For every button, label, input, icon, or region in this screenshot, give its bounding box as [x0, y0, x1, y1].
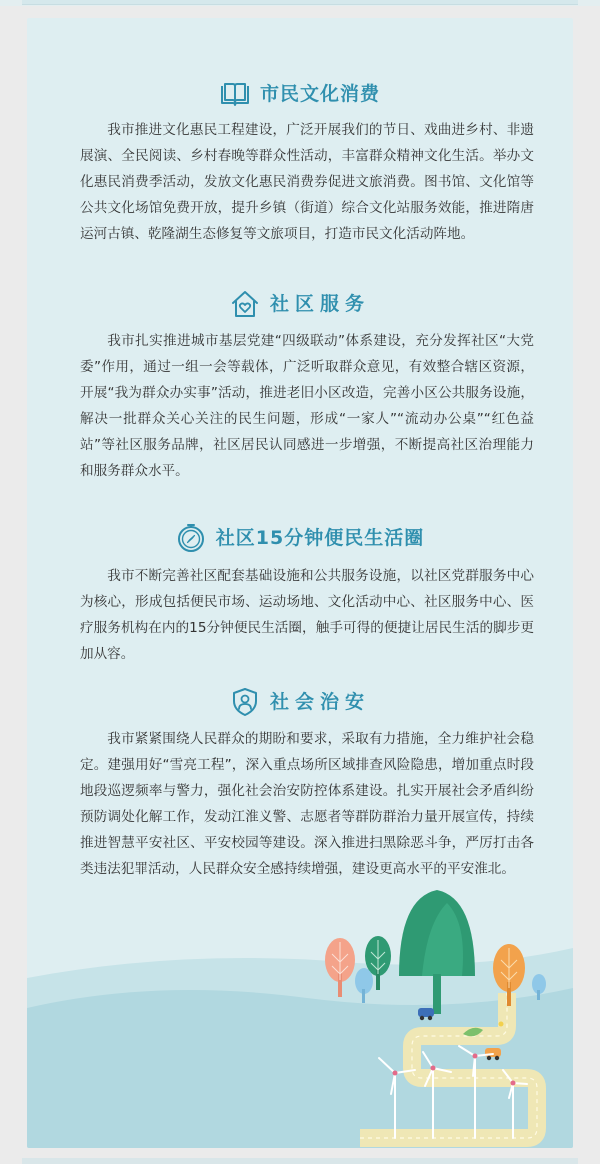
car-blue [418, 1008, 434, 1017]
section-body-community: 我市扎实推进城市基层党建“四级联动”体系建设，充分发挥社区“大党委”作用，通过一组一会等载体，广泛听取群众意见，有效整合辖区资源，开展“我为群众办实事”活动，推进老旧小区改造，完善小区公共服务设施，解决一批群众关心关注的民生问题，形成“一家人”“流动办公桌”“红色益站”等社区服务品牌，社区居民认同感进一步增强，不断提高社区治理能力和服务群众水平。 [80, 333, 534, 479]
bottom-strip [22, 1158, 578, 1164]
section-title: 市民文化消费 [259, 83, 380, 105]
section-heading-community [27, 286, 573, 322]
section-body-culture: 我市推进文化惠民工程建设，广泛开展我们的节日、戏曲进乡村、非遗展演、全民阅读、乡村春晚等群众性活动，丰富群众精神文化生活。举办文化惠民消费季活动，发放文化惠民消费券促进文旅消费。图书馆、文化馆等公共文化场馆免费开放，提升乡镇（街道）综合文化站服务效能，推进隋唐运河古镇、乾隆湖生态修复等文旅项目，打造市民文化活动阵地。 [80, 122, 534, 242]
section-body-security: 我市紧紧围绕人民群众的期盼和要求，采取有力措施，全力维护社会稳定。建强用好“雪亮工程”，深入重点场所区域排查风险隐患，增加重点时段地段巡逻频率与警力，强化社会治安防控体系建设。扎实开展社会矛盾纠纷预防调处化解工作，发动江淮义警、志愿者等群防群治力量开展宣传，持续推进智慧平安社区、平安校园等建设。深入推进扫黑除恶斗争，严厉打击各类违法犯罪活动，人民群众安全感持续增强，建设更高水平的平安淮北。 [80, 731, 534, 877]
top-strip [0, 0, 600, 6]
home-heart-icon [230, 289, 260, 319]
section-heading-culture [27, 76, 573, 112]
top-strip-bar [22, 0, 578, 5]
content-card [27, 18, 573, 1148]
section-title: 社区15分钟便民生活圈 [215, 527, 425, 549]
book-icon [220, 79, 250, 109]
section-title: 社区服务 [269, 293, 370, 315]
landscape-illustration [27, 858, 573, 1148]
section-title: 社会治安 [269, 691, 370, 713]
car-orange [485, 1048, 501, 1057]
section-body-15min: 我市不断完善社区配套基础设施和公共服务设施，以社区党群服务中心为核心，形成包括便民市场、运动场地、文化活动中心、社区服务中心、医疗服务机构在内的15分钟便民生活圈，触手可得的便捷让居民生活的脚步更加从容。 [80, 568, 534, 662]
front-hill [27, 988, 573, 1148]
shield-person-icon [230, 687, 260, 717]
big-tree-trunk [433, 974, 441, 1014]
section-heading-security [27, 684, 573, 720]
compass-clock-icon [176, 523, 206, 553]
section-heading-15min [27, 520, 573, 556]
